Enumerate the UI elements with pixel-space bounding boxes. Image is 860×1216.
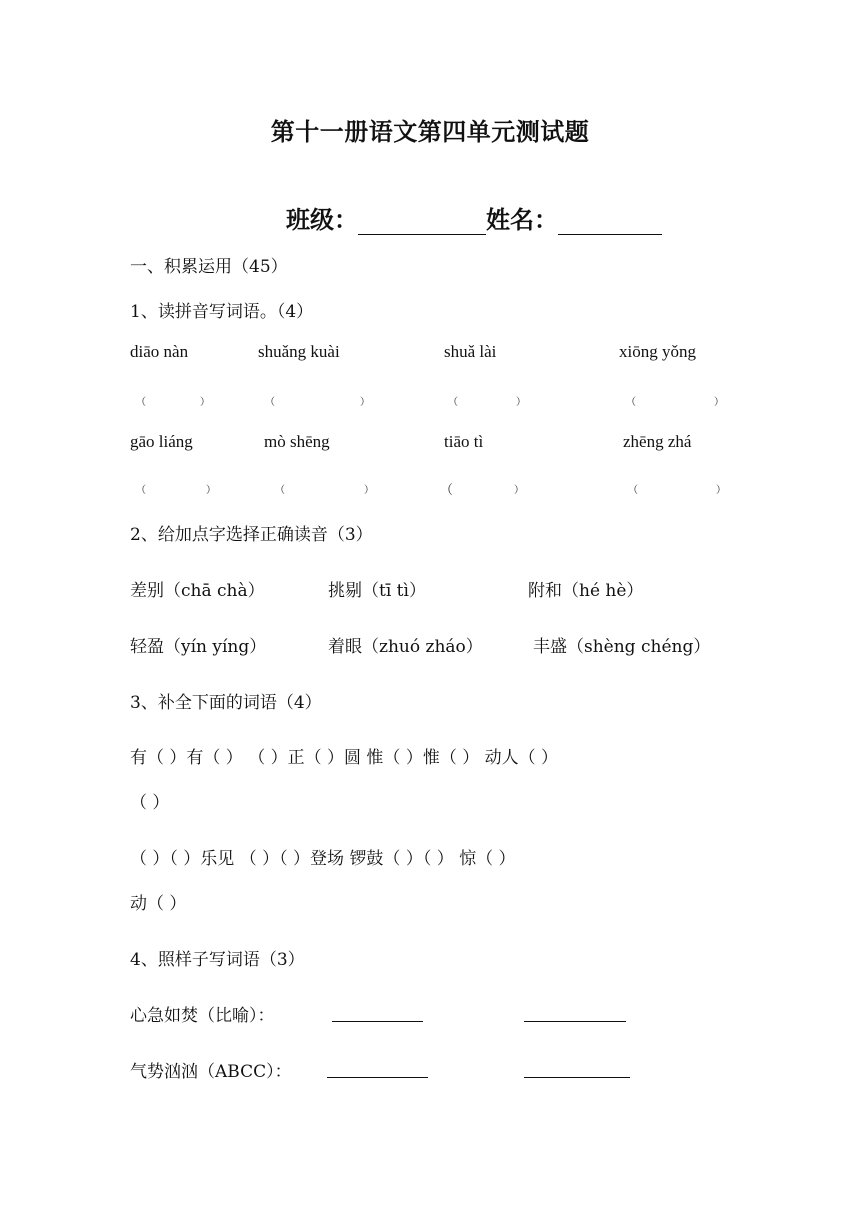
pinyin-item: tiāo tì (444, 432, 484, 451)
reading-item: 挑剔（tī tì） (328, 581, 426, 601)
idiom-fill-line: （ ） (130, 793, 170, 813)
answer-blank[interactable] (524, 1061, 630, 1078)
reading-item: 附和（hé hè） (528, 581, 644, 601)
reading-item: 轻盈（yín yíng） (130, 637, 267, 657)
idiom-fill-line: 动（ ） (130, 894, 187, 914)
reading-item: 着眼（zhuó zháo） (328, 637, 483, 657)
answer-paren-open: （ (136, 485, 146, 496)
reading-item: 丰盛（shèng chéng） (533, 637, 711, 657)
class-blank[interactable] (358, 208, 486, 235)
pinyin-item: mò shēng (264, 432, 330, 451)
answer-paren-open: （ (136, 397, 146, 408)
answer-paren-open: （ (265, 397, 275, 408)
name-label: 姓名： (486, 206, 558, 234)
reading-item: 差别（chā chà） (130, 581, 265, 601)
pinyin-item: shuǎ lài (444, 342, 497, 361)
pinyin-item: shuǎng kuài (258, 342, 340, 361)
student-info-line (286, 200, 662, 235)
answer-paren-close: ） (514, 485, 524, 496)
answer-paren-open: （ (448, 397, 458, 408)
section-heading: 一、积累运用（45） (130, 257, 288, 277)
answer-paren-close: ） (364, 485, 374, 496)
idiom-fill-line: 有（ ）有（ ） （ ）正（ ）圆 惟（ ）惟（ ） 动人（ ） (130, 748, 559, 768)
answer-paren-close: ） (360, 397, 370, 408)
page-title: 第十一册语文第四单元测试题 (270, 118, 590, 146)
answer-blank[interactable] (327, 1061, 428, 1078)
pinyin-item: diāo nàn (130, 342, 189, 361)
answer-paren-open: （ (275, 485, 285, 496)
answer-paren-close: ） (206, 485, 216, 496)
class-label: 班级： (286, 206, 358, 234)
answer-paren-close: ） (200, 397, 210, 408)
name-blank[interactable] (558, 208, 662, 235)
answer-paren-open: （ (440, 483, 454, 498)
idiom-fill-line: （ ）（ ）乐见 （ ）（ ）登场 锣鼓（ ）（ ） 惊（ ） (130, 849, 516, 869)
question-4-heading: 4、照样子写词语（3） (130, 950, 305, 970)
question-3-heading: 3、补全下面的词语（4） (130, 693, 322, 713)
example-item: 心急如焚（比喻）： (130, 1006, 275, 1026)
answer-paren-close: ） (716, 485, 726, 496)
pinyin-item: zhēng zhá (623, 432, 692, 451)
pinyin-item: xiōng yǒng (619, 342, 696, 361)
answer-paren-close: ） (714, 397, 724, 408)
example-item: 气势汹汹（ABCC）： (130, 1062, 292, 1082)
answer-blank[interactable] (332, 1005, 423, 1022)
answer-paren-close: ） (516, 397, 526, 408)
pinyin-item: gāo liáng (130, 432, 193, 451)
answer-blank[interactable] (524, 1005, 626, 1022)
question-2-heading: 2、给加点字选择正确读音（3） (130, 525, 373, 545)
question-1-heading: 1、读拼音写词语。（4） (130, 302, 314, 322)
answer-paren-open: （ (626, 397, 636, 408)
answer-paren-open: （ (628, 485, 638, 496)
